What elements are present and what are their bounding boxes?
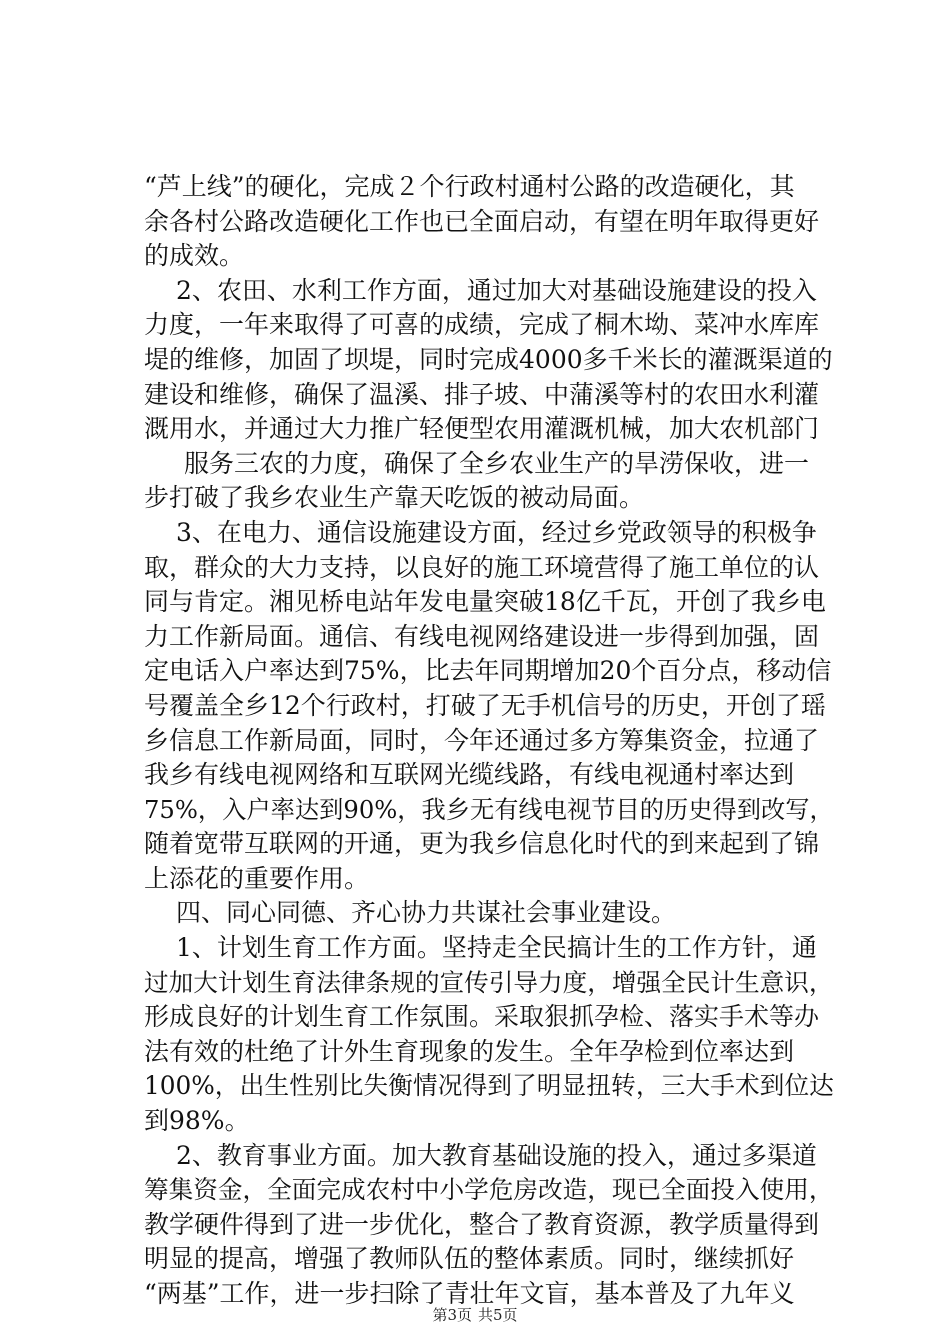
text-line: 同与肯定。湘见桥电站年发电量突破18亿千瓦，开创了我乡电	[144, 587, 826, 617]
text-line: 余各村公路改造硬化工作也已全面启动，有望在明年取得更好	[144, 206, 820, 236]
text-line: 教学硬件得到了进一步优化，整合了教育资源，教学质量得到	[144, 1209, 820, 1239]
text-line: 四、同心同德、齐心协力共谋社会事业建设。	[176, 898, 677, 928]
text-line: 乡信息工作新局面，同时，今年还通过多方筹集资金，拉通了	[144, 725, 820, 755]
text-line: 服务三农的力度，确保了全乡农业生产的旱涝保收，进一	[184, 448, 810, 478]
text-line: 上添花的重要作用。	[144, 863, 370, 893]
text-line: 的成效。	[144, 241, 245, 271]
text-line: 定电话入户率达到75%，比去年同期增加20个百分点，移动信	[144, 656, 832, 686]
text-line: 取，群众的大力支持，以良好的施工环境营得了施工单位的认	[144, 552, 820, 582]
text-line: 法有效的杜绝了计外生育现象的发生。全年孕检到位率达到	[144, 1036, 795, 1066]
text-line: 100%，出生性别比失衡情况得到了明显扭转，三大手术到位达	[144, 1071, 834, 1101]
page-footer	[0, 1305, 950, 1325]
page-number: 第3页	[432, 1306, 472, 1324]
text-line: 形成良好的计划生育工作氛围。采取狠抓孕检、落实手术等办	[144, 1002, 820, 1032]
text-line: 3、在电力、通信设施建设方面，经过乡党政领导的积极争	[176, 517, 817, 547]
text-line: 建设和维修，确保了温溪、排子坡、中蒲溪等村的农田水利灌	[144, 379, 820, 409]
text-line: 随着宽带互联网的开通，更为我乡信息化时代的到来起到了锦	[144, 829, 820, 859]
text-line: 力度，一年来取得了可喜的成绩，完成了桐木坳、菜冲水库库	[144, 310, 820, 340]
text-line: 步打破了我乡农业生产靠天吃饭的被动局面。	[144, 483, 645, 513]
document-body	[144, 170, 834, 1312]
text-line: 2、教育事业方面。加大教育基础设施的投入，通过多渠道	[176, 1140, 817, 1170]
text-line: 号覆盖全乡12个行政村，打破了无手机信号的历史，开创了瑶	[144, 690, 826, 720]
text-line: 筹集资金，全面完成农村中小学危房改造，现已全面投入使用，	[144, 1175, 834, 1205]
text-line: 溉用水，并通过大力推广轻便型农用灌溉机械，加大农机部门	[144, 414, 820, 444]
page-total: 共5页	[478, 1306, 518, 1324]
text-line: 我乡有线电视网络和互联网光缆线路，有线电视通村率达到	[144, 760, 795, 790]
text-line: 75%，入户率达到90%，我乡无有线电视节目的历史得到改写，	[144, 794, 834, 824]
text-line: 到98%。	[144, 1106, 250, 1136]
text-line: 力工作新局面。通信、有线电视网络建设进一步得到加强，固	[144, 621, 820, 651]
text-line: “两基”工作，进一步扫除了青壮年文盲，基本普及了九年义	[144, 1279, 795, 1308]
text-line: 过加大计划生育法律条规的宣传引导力度，增强全民计生意识，	[144, 967, 834, 997]
text-line: 明显的提高，增强了教师队伍的整体素质。同时，继续抓好	[144, 1244, 795, 1274]
text-line: “芦上线”的硬化，完成２个行政村通村公路的改造硬化，其	[144, 172, 795, 201]
text-line: 堤的维修，加固了坝堤，同时完成4000多千米长的灌溉渠道的	[144, 344, 833, 374]
text-line: 2、农田、水利工作方面，通过加大对基础设施建设的投入	[176, 275, 817, 305]
text-line: 1、计划生育工作方面。坚持走全民搞计生的工作方针，通	[176, 933, 817, 963]
